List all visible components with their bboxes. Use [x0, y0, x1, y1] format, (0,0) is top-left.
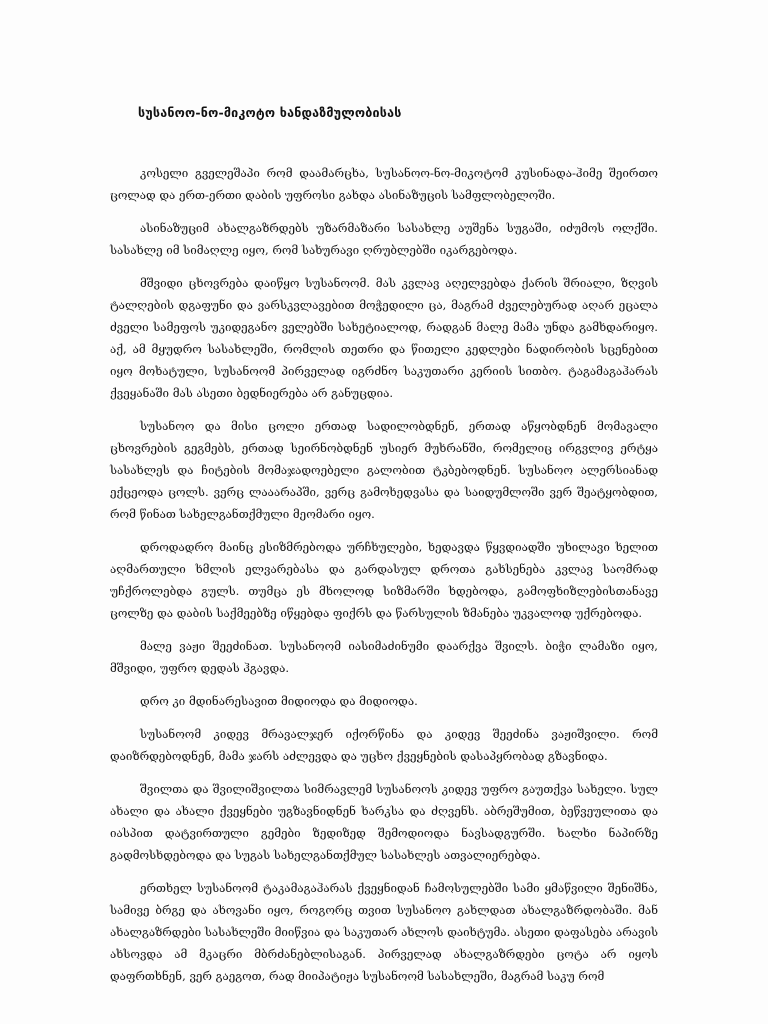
paragraph: დროდადრო მაინც ესიზმრებოდა ურჩხულები, ხედავდა წყვდიადში უხილავი ხელით აღმართული ხმლის ელვარებასა და გარდასულ დროთა გახსენება კვლავ საომრად უჩქროლებდა გულს. თუმცა ეს მხოლოდ სიზმარში ხდებოდა, გამოფხიზლებისთანავე ცოლზე და დაბის საქმეებზე იწყებდა ფიქრს და წარსულის ზმანება უკვალოდ უქრებოდა. — [110, 540, 658, 620]
paragraph: ასინაზუციმ ახალგაზრდებს უზარმაზარი სასახლე აუშენა სუგაში, იძუმოს ოლქში. სასახლე იმ სიმაღლე იყო, რომ სახურავი ღრუბლებში იკარგებოდა. — [110, 221, 658, 257]
paragraph: დრო კი მდინარესავით მიდიოდა და მიდიოდა. — [140, 694, 418, 708]
paragraph: კოსელი გველეშაპი რომ დაამარცხა, სუსანოო-ნო-მიკოტომ კუსინადა-ჰიმე შეირთო ცოლად და ერთ-ერთი დაბის უფროსი გახდა ასინაზუცის სამფლობელოში. — [110, 166, 658, 202]
paragraph: შვილთა და შვილიშვილთა სიმრავლემ სუსანოოს კიდევ უფრო გაუთქვა სახელი. სულ ახალი და ახალი ქვეყნები უგზავნიდნენ ხარკსა და ძღვენს. აბრეშუმით, ბეწვეულითა და იასპით დატვირთული გემები ზედიზედ შემოდიოდა ნავსადგურში. ხალხი ნაპირზე გადმოსხდებოდა და სუგას სახელგანთქმულ სასახლეს ათვალიერებდა. — [110, 782, 658, 862]
paragraph: მალე ვაჟი შეეძინათ. სუსანოომ იასიმაძინუმი დაარქვა შვილს. ბიჭი ლამაზი იყო, მშვიდი, უფრო დედას ჰგავდა. — [110, 639, 658, 675]
paragraph: ერთხელ სუსანოომ ტაკამაგაჰარას ქვეყნიდან ჩამოსულებში სამი ყმაწვილი შენიშნა, სამივე ბრგე და ახოვანი იყო, როგორც თვით სუსანოო გახლდათ ახალგაზრდობაში. მან ახალგაზრდები სასახლეში მიიწვია და საკუთარ ახლოს დაიხტუმა. ასეთი დაფასება არავის ახსოვდა ამ მკაცრი მბრძანებლისაგან. პირველად ახალგაზრდები ცოტა არ იყოს დაფრთხნენ, ვერ გაეგოთ, რად მიიპატიჟა სუსანოომ სასახლეში, მაგრამ საკუ რომ — [110, 881, 658, 983]
document-title: სუსანოო-ნო-მიკოტო ხანდაზმულობისას — [138, 105, 402, 120]
document-body — [110, 162, 658, 998]
paragraph: სუსანოო და მისი ცოლი ერთად სადილობდნენ, ერთად აწყობდნენ მომავალი ცხოვრების გეგმებს, ერთად სეირნობდნენ უსიერ მუხრანში, რომელიც ირგვლივ ერტყა სასახლეს და ჩიტების მომაჯადოებელი გალობით ტკბებოდნენ. სუსანოო ალერსიანად ექცეოდა ცოლს. ვერც ლააარაპში, ვერც გამოხედვასა და საიდუმლოში ვერ შეატყობდით, რომ წინათ სახელგანთქმული მეომარი იყო. — [110, 419, 658, 521]
paragraph: სუსანოომ კიდევ მრავალჯერ იქორწინა და კიდევ შეეძინა ვაჟიშვილი. რომ დაიზრდებოდნენ, მამა ჯარს აძლევდა და უცხო ქვეყნების დასაპყრობად გზავნიდა. — [110, 727, 658, 763]
paragraph: მშვიდი ცხოვრება დაიწყო სუსანოომ. მას კვლავ აღელვებდა ქარის შრიალი, ზღვის ტალღების დგაფუნი და ვარსკვლავებით მოჭედილი ცა, მაგრამ ძველებურად აღარ ეცალა ძველი სამეფოს უკიდეგანო ველებში სახეტიალოდ, რადგან მალე მამა უნდა გამხდარიყო. აქ, ამ მყუდრო სასახლეში, რომლის თეთრი და წითელი კედლები ნადირობის სცენებით იყო მოხატული, სუსანოომ პირველად იგრძნო საკუთარი კერიის სითბო. ტაგამაგაჰარას ქვეყანაში მას ასეთი ბედნიერება არ განუცდია. — [110, 276, 658, 400]
